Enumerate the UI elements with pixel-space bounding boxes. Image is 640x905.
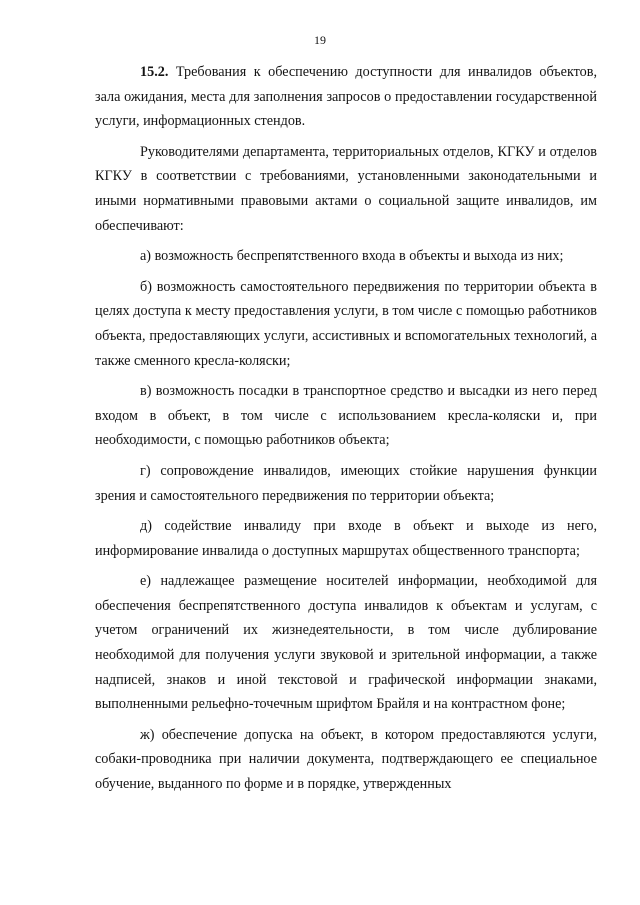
list-item: б) возможность самостоятельного передвижения по территории объекта в целях доступа к месту предоставления услуги, в том числе с помощью работников объекта, предоставляющих услуги, ассистивных и вспомогательных технологий, а также сменного кресла-коляски;	[95, 278, 597, 369]
list-item: в) возможность посадки в транспортное средство и высадки из него перед входом в объект, в том числе с использованием кресла-коляски и, при необходимости, с помощью работников объекта;	[95, 383, 597, 449]
list-item: ж) обеспечение допуска на объект, в котором предоставляются услуги, собаки-проводника при наличии документа, подтверждающего ее специальное обучение, выданного по форме и в порядке, утвержденных	[95, 726, 597, 793]
section-number: 15.2.	[140, 64, 169, 80]
page-number: 19	[314, 33, 326, 47]
paragraph-1: Руководителями департамента, территориальных отделов, КГКУ и отделов КГКУ в соответствии с требованиями, установленными законодательными и иными нормативными правовыми актами о социальной защите инвалидов, им обеспечивают:	[95, 143, 597, 234]
section-heading	[95, 60, 597, 134]
list-item: е) надлежащее размещение носителей информации, необходимой для обеспечения беспрепятственного доступа инвалидов к объектам и услугам, с учетом ограничений их жизнедеятельности, в том числе дублирование необходимой для получения услуги звуковой и зрительной информации, а также надписей, знаков и иной текстовой и графической информации знаками, выполненными рельефно-точечным шрифтом Брайля и на контрастном фоне;	[95, 573, 597, 713]
list-item: а) возможность беспрепятственного входа в объекты и выхода из них;	[140, 248, 564, 265]
list-item: г) сопровождение инвалидов, имеющих стойкие нарушения функции зрения и самостоятельного передвижения по территории объекта;	[95, 462, 597, 504]
section-title: Требования к обеспечению доступности для инвалидов объектов, зала ожидания, места для заполнения запросов о предоставлении государственной услуги, информационных стендов.	[95, 64, 597, 130]
list-item: д) содействие инвалиду при входе в объект и выходе из него, информирование инвалида о доступных маршрутах общественного транспорта;	[95, 518, 597, 559]
document-body	[95, 60, 597, 803]
